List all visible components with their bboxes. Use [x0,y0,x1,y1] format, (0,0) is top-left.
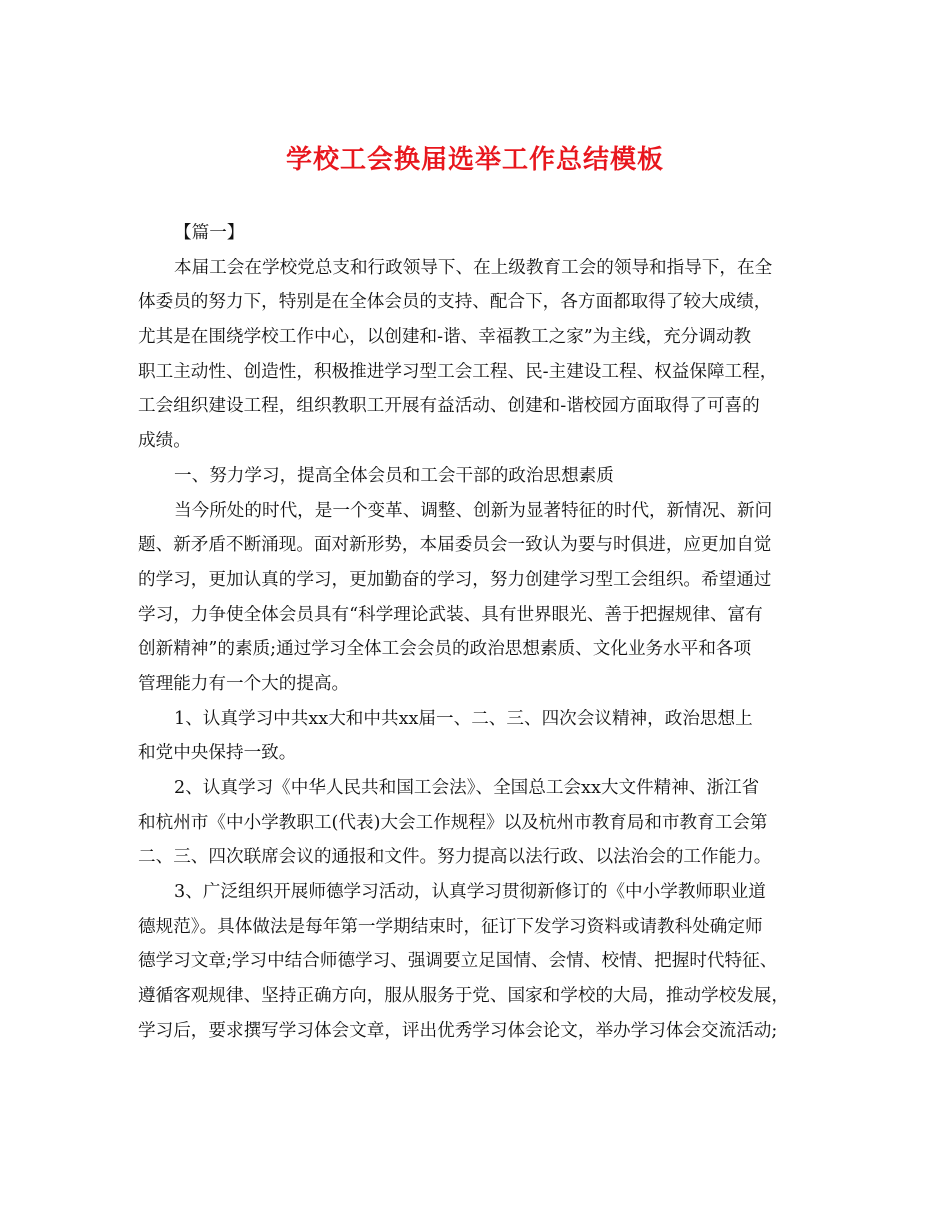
text-line: 的学习，更加认真的学习，更加勤奋的学习，努力创建学习型工会组织。希望通过 [138,569,772,590]
text-line: 题、新矛盾不断涌现。面对新形势，本届委员会一致认为要与时俱进，应更加自觉 [138,535,772,556]
text-line: 体委员的努力下，特别是在全体会员的支持、配合下，各方面都取得了较大成绩， [138,292,772,313]
text-line: 3、广泛组织开展师德学习活动，认真学习贯彻新修订的《中小学教师职业道 [174,882,766,903]
document-title: 学校工会换届选举工作总结模板 [285,145,664,175]
text-line: 一、努力学习，提高全体会员和工会干部的政治思想素质 [174,465,614,486]
text-line: 成绩。 [138,431,191,452]
text-line: 创新精神”的素质;通过学习全体工会会员的政治思想素质、文化业务水平和各项 [138,639,752,660]
text-line: 职工主动性、创造性，积极推进学习型工会工程、民-主建设工程、权益保障工程， [138,361,778,382]
text-line: 当今所处的时代，是一个变革、调整、创新为显著特征的时代，新情况、新问 [174,500,773,521]
text-line: 学习后，要求撰写学习体会文章，评出优秀学习体会论文，举办学习体会交流活动; [138,1020,778,1041]
text-line: 1、认真学习中共xx大和中共xx届一、二、三、四次会议精神，政治思想上 [174,708,753,729]
text-line: 工会组织建设工程，组织教职工开展有益活动、创建和-谐校园方面取得了可喜的 [138,396,760,417]
text-line: 管理能力有一个大的提高。 [138,673,350,694]
text-line: 二、三、四次联席会议的通报和文件。努力提高以法行政、以法治会的工作能力。 [138,847,772,868]
text-line: 2、认真学习《中华人民共和国工会法》、全国总工会xx大文件精神、浙江省 [174,778,760,798]
text-line: 本届工会在学校党总支和行政领导下、在上级教育工会的领导和指导下，在全 [174,257,773,278]
document-body [138,216,818,1049]
text-line: 【篇一】 [174,223,245,243]
text-line: 和党中央保持一致。 [138,743,297,764]
text-line: 和杭州市《中小学教职工(代表)大会工作规程》以及杭州市教育局和市教育工会第 [138,812,768,833]
text-line: 德学习文章;学习中结合师德学习、强调要立足国情、会情、校情、把握时代特征、 [138,951,778,972]
text-line: 尤其是在围绕学校工作中心，以创建和-谐、幸福教工之家”为主线，充分调动教 [138,327,752,348]
text-line: 德规范》。具体做法是每年第一学期结束时，征订下发学习资料或请教科处确定师 [138,916,763,937]
text-line: 学习，力争使全体会员具有“科学理论武装、具有世界眼光、善于把握规律、富有 [138,604,763,625]
text-line: 遵循客观规律、坚持正确方向，服从服务于党、国家和学校的大局，推动学校发展， [138,986,789,1007]
